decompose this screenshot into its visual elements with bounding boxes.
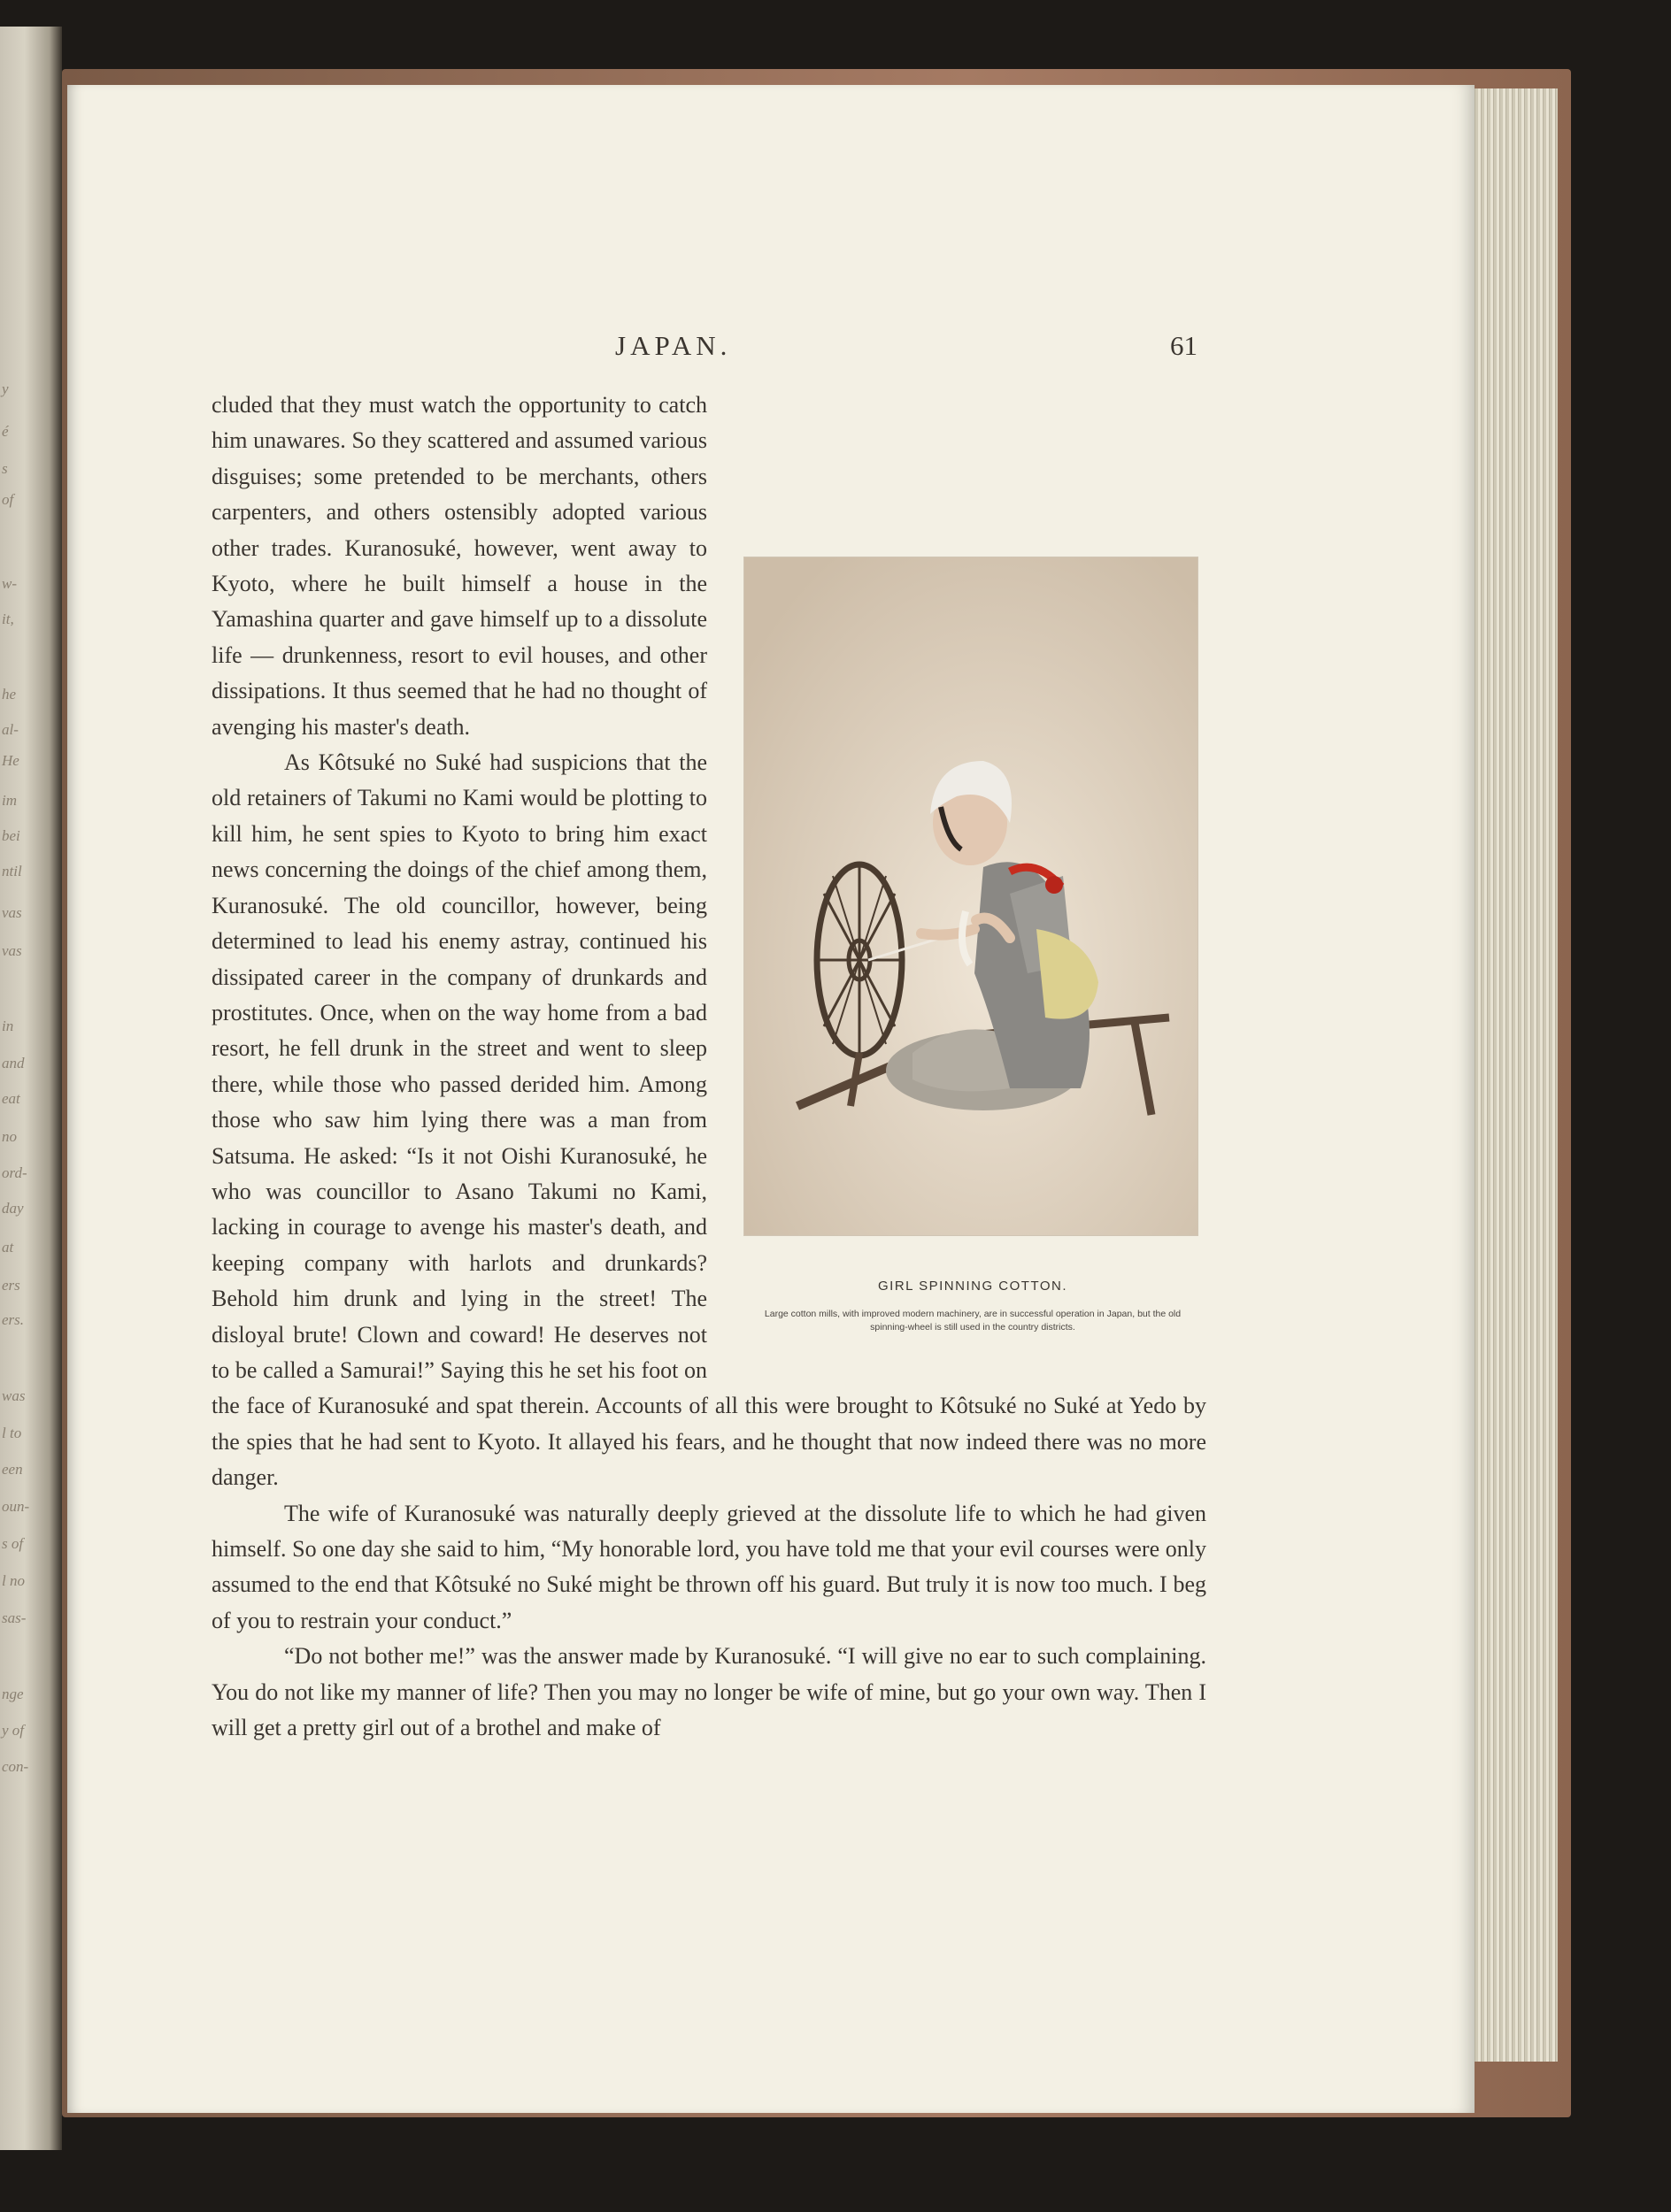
left-page-fragment: é	[2, 423, 9, 440]
paragraph: The wife of Kuranosuké was naturally deeply grieved at the dissolute life to which he had given himself. So one day she said to him, “My honorable lord, you have told me that your evil courses were only assumed to the end that Kôtsuké no Suké might be thrown off his guard. But truly it is now too much. I beg of you to restrain your conduct.”	[212, 1500, 1206, 1633]
left-page-fragment: ord-	[2, 1164, 27, 1181]
left-page-fragment: ers.	[2, 1311, 25, 1328]
left-page-fragment: bei	[2, 827, 20, 844]
left-page-fragment: sas-	[2, 1609, 27, 1626]
left-page-fragment: vas	[2, 904, 22, 921]
left-page-fragment: y	[2, 380, 9, 397]
figure-caption: Large cotton mills, with improved modern machinery, are in successful operation in Japan, but the old spinning-wheel is still used in the country districts.	[764, 1309, 1182, 1333]
left-page-fragment: at	[2, 1239, 14, 1256]
left-page-fragment: al-	[2, 721, 19, 738]
left-page-fragment: s	[2, 460, 8, 477]
left-page-fragment: He	[2, 752, 19, 769]
body-text	[212, 388, 1206, 1746]
left-page-fragment: een	[2, 1461, 23, 1478]
left-page-fragment: of	[2, 491, 14, 508]
left-page-fragment: im	[2, 792, 17, 809]
left-page-fragment: eat	[2, 1090, 20, 1107]
page-number: 61	[1170, 330, 1197, 361]
page-header	[0, 330, 1671, 365]
left-page-fragment: he	[2, 686, 17, 703]
left-page-fragment: ntil	[2, 863, 22, 879]
left-page-fragment: con-	[2, 1758, 29, 1775]
left-page-fragment: and	[2, 1055, 25, 1071]
left-page-fragment: it,	[2, 611, 14, 627]
left-page-fragment: ers	[2, 1277, 20, 1294]
paragraph: “Do not bother me!” was the answer made by Kuranosuké. “I will give no ear to such complaining. You do not like my manner of life? Then you may no longer be wife of mine, but go your own way. Then I will get a pretty girl out of a brothel and make of	[212, 1643, 1206, 1741]
left-page-fragment: oun-	[2, 1498, 30, 1515]
paragraph: As Kôtsuké no Suké had suspicions that the old retainers of Takumi no Kami would be plotting to kill him, he sent spies to Kyoto to bring him exact news concerning the doings of the chief among them, Kuranosuké. The old councillor, however, being determined to lead his enemy astray, continued his dissipated career in the company of drunkards and prostitutes. Once, when on the way home from a bad resort, he fell drunk in the street and went to sleep there, while those who passed derided him. Among those who saw him lying there was a man from Satsuma. He asked: “Is it not Oishi Kuranosuké, he who was councillor to Asano Takumi no Kami, lacking in courage to avenge his master's death, and keeping company with harlots and drunkards? Behold him drunk and lying in the street! The disloyal brute! Clown and coward! He deserves not to be called a Samurai!” Saying this he set his foot on the face of Kuranosuké and spat therein. Accounts of all this were brought to Kôtsuké no Suké at Yedo by the spies that he had sent to Kyoto. It allayed his fears, and he thought that now indeed there was no more danger.	[212, 749, 1206, 1491]
page-stack-edge	[1469, 88, 1558, 2062]
left-page-fragment: vas	[2, 942, 22, 959]
paragraph: cluded that they must watch the opportunity to catch him unawares. So they scattered and assumed various disguises; some pretended to be merchants, others carpenters, and others ostensibly adopted various other trades. Kuranosuké, however, went away to Kyoto, where he built himself a house in the Yamashina quarter and gave himself up to a dissolute life — drunkenness, resort to evil houses, and other dissipations. It thus seemed that he had no thought of avenging his master's death.	[212, 392, 707, 740]
left-page-fragment: in	[2, 1018, 14, 1034]
figure-title: GIRL SPINNING COTTON.	[877, 1279, 1068, 1294]
figure-space	[707, 536, 1206, 1359]
left-page-fragment: day	[2, 1200, 24, 1217]
left-page-fragment: w-	[2, 575, 17, 592]
left-page-fragment: l to	[2, 1425, 22, 1441]
left-page-fragment: was	[2, 1387, 26, 1404]
left-page-fragment: s of	[2, 1535, 24, 1552]
left-page-fragment: nge	[2, 1686, 24, 1702]
left-page-fragment: y of	[2, 1722, 25, 1739]
running-title: JAPAN.	[615, 330, 732, 361]
left-page-fragment: l no	[2, 1572, 25, 1589]
left-page-fragment: no	[2, 1128, 17, 1145]
